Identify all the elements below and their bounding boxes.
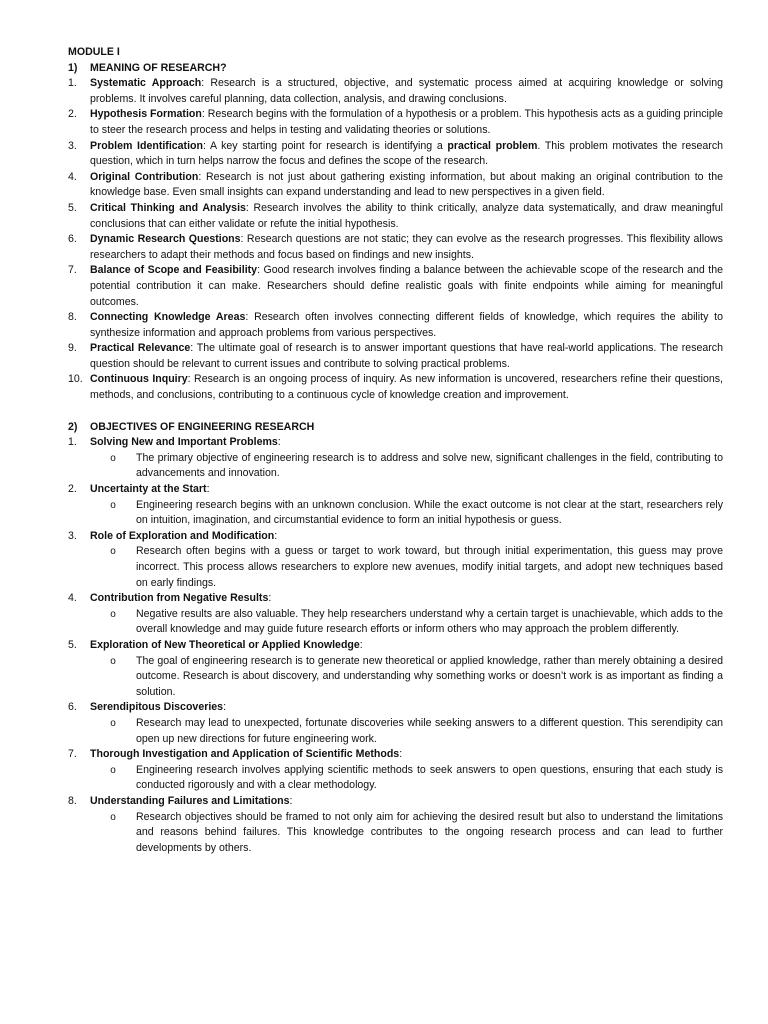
item-text: : Research begins with the formulation of a hypothesis or a problem. This hypothesis acts as a guiding principle to steer the research process and helps in testing and validating theories or solutions. bbox=[90, 108, 723, 136]
item-number: 1. bbox=[68, 436, 77, 449]
list-item: 8. Understanding Failures and Limitations: o Research objectives should be framed to not only aim for achieving the desired result but also to understand the limitations and reasons behind failures. This knowledge contributes to the ongoing research process and can lead to further developments by others. bbox=[68, 794, 723, 856]
bullet-icon: o bbox=[110, 717, 116, 729]
item-number: 7. bbox=[68, 748, 77, 761]
list-item bbox=[68, 170, 723, 201]
item-number: 6. bbox=[68, 233, 77, 246]
item-number: 5. bbox=[68, 201, 77, 214]
item-number: 9. bbox=[68, 342, 77, 355]
document-page bbox=[68, 45, 723, 856]
item-number: 3. bbox=[68, 529, 77, 542]
item-title: Role of Exploration and Modification bbox=[90, 529, 275, 542]
item-text: : Research questions are not static; they can evolve as the research progresses. This flexibility allows researchers to adapt their methods and focus based on findings and new insights. bbox=[90, 233, 723, 261]
bullet-icon: o bbox=[110, 811, 116, 823]
item-number: 1. bbox=[68, 77, 77, 90]
item-number: 2. bbox=[68, 483, 77, 496]
list-item bbox=[68, 139, 723, 170]
item-text: : Research is not just about gathering existing information, but about making an original contribution to the knowledge base. Even small insights can expand understanding and lead to new perspectives in a given field. bbox=[90, 170, 723, 199]
item-term: Hypothesis Formation bbox=[90, 108, 202, 121]
item-text: : The ultimate goal of research is to answer important questions that have real-world applications. The research question should be relevant to current issues and contribute to solving practical problems. bbox=[90, 342, 723, 370]
item-description: Research objectives should be framed to not only aim for achieving the desired result but also to understand the limitations and reasons behind failures. This knowledge contributes to the ongoing research process and can lead to further developments by others. bbox=[136, 810, 723, 854]
list-item bbox=[68, 201, 723, 232]
item-text: : Research is a structured, objective, and systematic process aimed at acquiring knowledge or solving problems. It involves careful planning, data collection, analysis, and drawing conclusions. bbox=[90, 77, 723, 105]
item-description: Engineering research involves applying scientific methods to seek answers to open questions, ensuring that each study is conducted rigorously and with a clear methodology. bbox=[136, 763, 723, 792]
list-item: 3. Role of Exploration and Modification: o Research often begins with a guess or target to work toward, but through initial experimentation, this guess may prove incorrect. This process allows researchers to explore new avenues, modify initial targets, and adopt new techniques based on early findings. bbox=[68, 529, 723, 591]
item-term: Practical Relevance bbox=[90, 342, 191, 355]
list-item bbox=[68, 341, 723, 372]
item-number: 4. bbox=[68, 592, 77, 605]
module-title: MODULE I bbox=[68, 46, 120, 58]
item-title: Uncertainty at the Start bbox=[90, 483, 207, 496]
section-title: MEANING OF RESEARCH? bbox=[90, 61, 227, 74]
item-description: Research may lead to unexpected, fortunate discoveries while seeking answers to a different question. This serendipity can open up new directions for future engineering work. bbox=[136, 716, 723, 745]
item-term: Balance of Scope and Feasibility bbox=[90, 264, 258, 277]
item-term: Continuous Inquiry bbox=[90, 373, 188, 386]
objectives-list bbox=[68, 435, 723, 856]
item-term: Systematic Approach bbox=[90, 77, 202, 90]
list-item bbox=[68, 310, 723, 341]
item-inline-bold: practical problem bbox=[447, 139, 538, 152]
item-text: . This problem motivates the research question, which in turn helps narrow the focus and defines the scope of the research. bbox=[90, 139, 724, 168]
list-item: 6. Serendipitous Discoveries: o Research may lead to unexpected, fortunate discoveries while seeking answers to a different question. This serendipity can open up new directions for future engineering work. bbox=[68, 700, 723, 747]
item-number: 5. bbox=[68, 638, 77, 651]
item-title: Serendipitous Discoveries bbox=[90, 701, 224, 714]
item-description: The goal of engineering research is to generate new theoretical or applied knowledge, rather than merely obtaining a desired outcome. Research is about discovery, and understanding why something works or doesn’t work is as important as finding a solution. bbox=[136, 654, 723, 698]
item-text: : Good research involves finding a balance between the achievable scope of the research and the potential contribution it can make. Researchers should define realistic goals with finite endpoints while aiming for meaningful outcomes. bbox=[90, 264, 723, 308]
list-item bbox=[68, 232, 723, 263]
item-term: Original Contribution bbox=[90, 170, 199, 183]
item-term: Dynamic Research Questions bbox=[90, 233, 241, 246]
item-text: : Research is an ongoing process of inquiry. As new information is uncovered, researchers refine their questions, methods, and conclusions, contributing to a continuous cycle of knowledge creation and improvement. bbox=[90, 373, 723, 402]
item-title: Thorough Investigation and Application of Scientific Methods bbox=[90, 748, 400, 761]
item-term: Problem Identification bbox=[90, 139, 203, 152]
bullet-icon: o bbox=[110, 608, 116, 620]
item-title: Solving New and Important Problems bbox=[90, 436, 278, 449]
section-spacer bbox=[68, 404, 723, 420]
meaning-list bbox=[68, 76, 723, 403]
item-text: : Research often involves connecting different fields of knowledge, which requires the ability to synthesize information and approach problems from various perspectives. bbox=[90, 311, 723, 339]
item-number: 8. bbox=[68, 311, 77, 324]
bullet-icon: o bbox=[110, 452, 116, 464]
bullet-icon: o bbox=[110, 499, 116, 511]
list-item: 1. Solving New and Important Problems: o The primary objective of engineering research is to address and solve new, significant challenges in the field, contributing to advancements and innovation. bbox=[68, 435, 723, 482]
list-item bbox=[68, 263, 723, 310]
item-number: 4. bbox=[68, 170, 77, 183]
item-term: Critical Thinking and Analysis bbox=[90, 201, 246, 214]
list-item: 7. Thorough Investigation and Application of Scientific Methods: o Engineering research involves applying scientific methods to seek answers to open questions, ensuring that each study is conducted rigorously and with a clear methodology. bbox=[68, 747, 723, 794]
section-heading-meaning bbox=[68, 61, 723, 77]
item-text: : Research involves the ability to think critically, analyze data systematically, and draw meaningful conclusions that can either validate or refute the initial hypothesis. bbox=[90, 201, 723, 230]
item-number: 8. bbox=[68, 794, 77, 807]
list-item bbox=[68, 76, 723, 107]
bullet-icon: o bbox=[110, 655, 116, 667]
list-item: 2. Uncertainty at the Start: o Engineering research begins with an unknown conclusion. While the exact outcome is not clear at the start, researchers rely on intuition, imagination, and circumstantial evidence to form an initial hypothesis or guess. bbox=[68, 482, 723, 529]
section-title: OBJECTIVES OF ENGINEERING RESEARCH bbox=[90, 420, 315, 433]
item-text: : A key starting point for research is identifying a bbox=[202, 139, 448, 152]
item-title: Understanding Failures and Limitations bbox=[90, 794, 290, 807]
item-description: Negative results are also valuable. They help researchers understand why a certain target is unachievable, which adds to the overall knowledge and may guide future research efforts or inform others who may approach the problem differently. bbox=[136, 607, 723, 636]
item-description: Research often begins with a guess or target to work toward, but through initial experimentation, this guess may prove incorrect. This process allows researchers to explore new avenues, modify initial targets, and adopt new techniques based on early findings. bbox=[136, 545, 723, 589]
list-item bbox=[68, 107, 723, 138]
list-item: 5. Exploration of New Theoretical or Applied Knowledge: o The goal of engineering research is to generate new theoretical or applied knowledge, rather than merely obtaining a desired outcome. Research is about discovery, and understanding why something works or doesn’t work is as important as finding a solution. bbox=[68, 638, 723, 700]
item-description: Engineering research begins with an unknown conclusion. While the exact outcome is not clear at the start, researchers rely on intuition, imagination, and circumstantial evidence to form an initial hypothesis or guess. bbox=[136, 498, 723, 527]
section-heading-objectives bbox=[68, 420, 723, 436]
item-title: Contribution from Negative Results bbox=[90, 592, 269, 605]
bullet-icon: o bbox=[110, 764, 116, 776]
bullet-icon: o bbox=[110, 546, 116, 558]
section-number: 1) bbox=[68, 61, 78, 74]
item-number: 2. bbox=[68, 108, 77, 121]
list-item bbox=[68, 372, 723, 403]
item-title: Exploration of New Theoretical or Applied Knowledge bbox=[90, 638, 360, 651]
item-number: 6. bbox=[68, 701, 77, 714]
item-number: 3. bbox=[68, 139, 77, 152]
item-number: 10. bbox=[68, 373, 83, 386]
section-number: 2) bbox=[68, 420, 78, 433]
list-item: 4. Contribution from Negative Results: o Negative results are also valuable. They help researchers understand why a certain target is unachievable, which adds to the overall knowledge and may guide future research efforts or inform others who may approach the problem differently. bbox=[68, 591, 723, 638]
item-number: 7. bbox=[68, 264, 77, 277]
item-term: Connecting Knowledge Areas bbox=[90, 311, 246, 324]
item-description: The primary objective of engineering research is to address and solve new, significant challenges in the field, contributing to advancements and innovation. bbox=[136, 451, 723, 480]
